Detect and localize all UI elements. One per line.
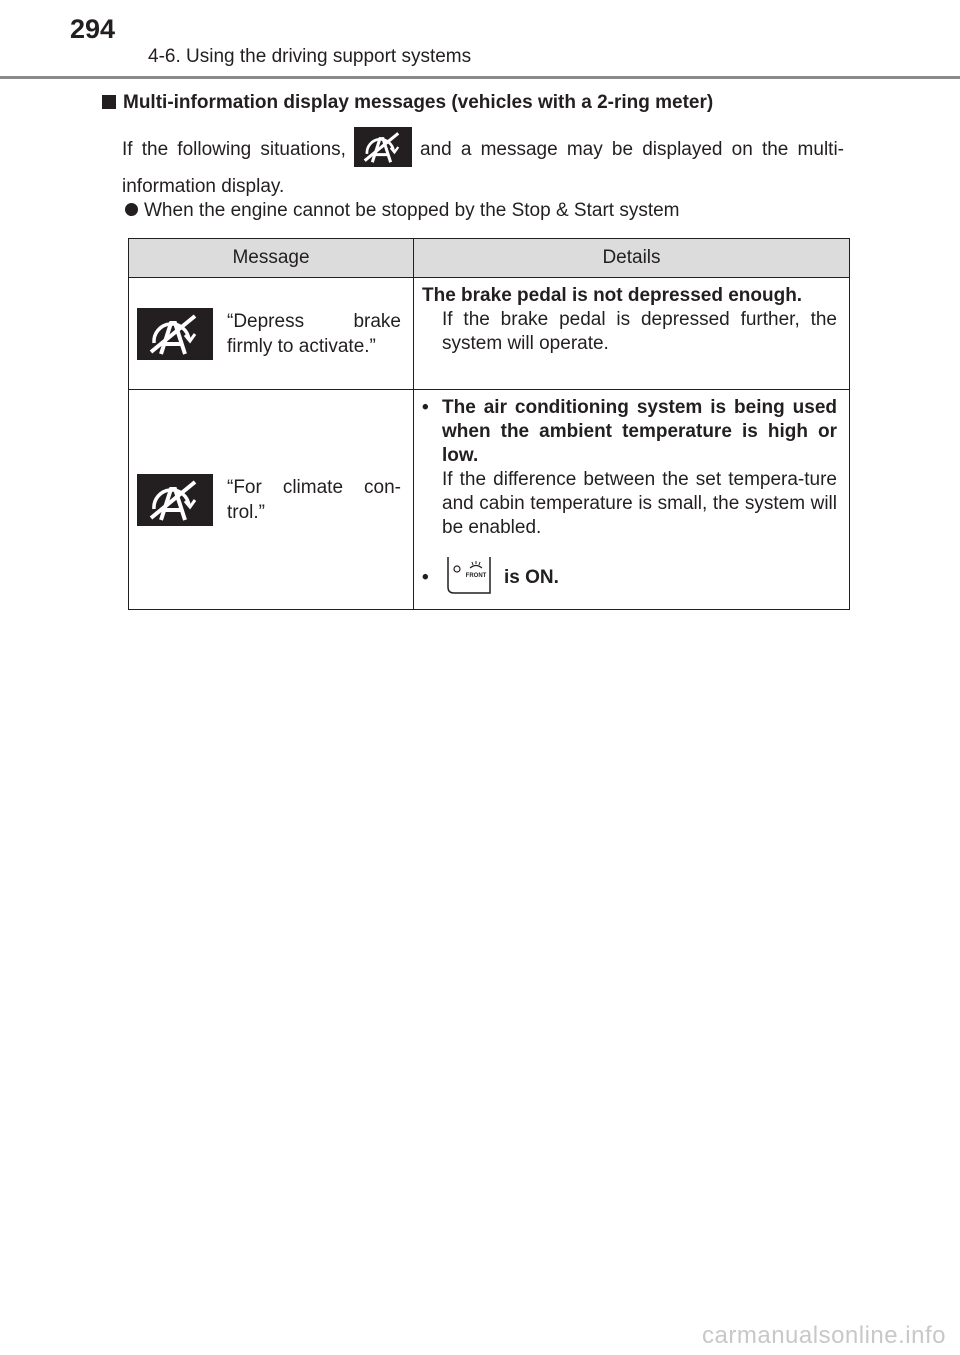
table-header-row bbox=[129, 239, 850, 278]
bullet-mark: • bbox=[422, 567, 429, 588]
front-button-label: FRONT bbox=[465, 573, 487, 579]
page-number: 294 bbox=[70, 14, 116, 44]
table-row bbox=[129, 390, 850, 610]
details-cell bbox=[414, 278, 850, 390]
details-bullet-1 bbox=[422, 396, 837, 540]
section-heading bbox=[102, 92, 713, 114]
intro-text-after: and a message may be displayed on the multi-information display. bbox=[122, 139, 844, 197]
message-cell bbox=[129, 390, 414, 610]
stop-start-off-indicator-icon bbox=[137, 474, 213, 526]
section-heading-text: Multi-information display messages (vehicles with a 2-ring meter) bbox=[123, 92, 714, 113]
intro-text-before: If the following situations, bbox=[122, 139, 346, 161]
messages-table bbox=[128, 238, 850, 610]
bullet-condition-text: When the engine cannot be stopped by the Stop & Start system bbox=[144, 200, 680, 221]
stop-start-off-indicator-icon bbox=[137, 308, 213, 360]
details-cell bbox=[414, 390, 850, 610]
chapter-title: 4-6. Using the driving support systems bbox=[148, 46, 472, 67]
details-text: If the difference between the set tempera-ture and cabin temperature is small, the system will be enabled. bbox=[442, 469, 837, 538]
bullet-condition bbox=[125, 200, 680, 222]
stop-start-off-indicator-icon bbox=[354, 127, 412, 167]
circle-bullet-icon bbox=[125, 203, 138, 216]
message-cell bbox=[129, 278, 414, 390]
table-row bbox=[129, 278, 850, 390]
details-bold: The brake pedal is not depressed enough. bbox=[422, 285, 803, 306]
details-text: If the brake pedal is depressed further, the system will operate. bbox=[442, 309, 837, 354]
header-rule bbox=[0, 76, 960, 79]
header-message: Message bbox=[129, 239, 414, 278]
front-defogger-button-icon bbox=[446, 555, 492, 595]
message-text: “For climate con-trol.” bbox=[227, 476, 401, 523]
watermark: carmanualsonline.info bbox=[702, 1322, 946, 1349]
bullet-mark: • bbox=[422, 397, 429, 418]
details-bold: The air conditioning system is being used when the ambient temperature is high or low. bbox=[442, 397, 837, 466]
page-header bbox=[0, 0, 960, 80]
details-bullet-2 bbox=[422, 558, 837, 598]
message-text: “Depress brake firmly to activate.” bbox=[227, 310, 401, 357]
header-details: Details bbox=[414, 239, 850, 278]
details-text: is ON. bbox=[504, 567, 559, 589]
intro-paragraph bbox=[122, 130, 844, 203]
square-bullet-icon bbox=[102, 95, 116, 109]
